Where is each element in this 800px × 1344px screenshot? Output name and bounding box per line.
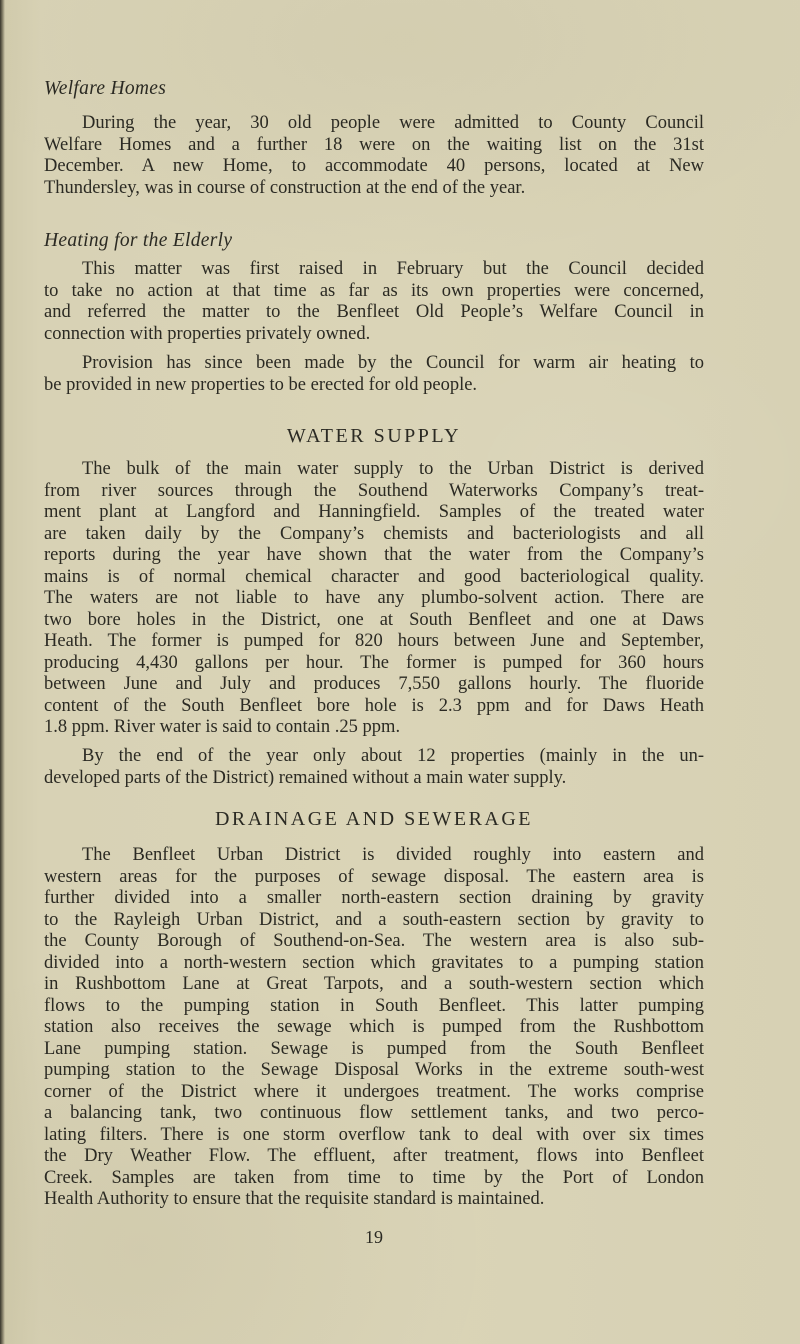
text-line: developed parts of the District) remained without a main water supply.: [44, 767, 567, 788]
text-line: two bore holes in the District, one at South Benfleet and one at Daws: [44, 609, 704, 630]
text-line: This matter was first raised in February but the Council decided: [82, 259, 704, 279]
paragraph-welfare-homes: [44, 113, 704, 199]
text-line: The bulk of the main water supply to the Urban District is derived: [82, 459, 704, 479]
paragraph-water-supply-1: [44, 459, 704, 739]
section-heading-welfare-homes: Welfare Homes: [44, 78, 167, 99]
text-line: and referred the matter to the Benfleet Old People’s Welfare Council in: [44, 302, 704, 322]
text-line: western areas for the purposes of sewage disposal. The eastern area is: [44, 866, 704, 887]
text-line: lating filters. There is one storm overflow tank to deal with over six times: [44, 1124, 704, 1145]
section-heading-heating-for-the-elderly: Heating for the Elderly: [44, 230, 233, 251]
text-line: producing 4,430 gallons per hour. The former is pumped for 360 hours: [44, 652, 704, 673]
text-line: connection with properties privately owned.: [44, 323, 371, 344]
text-line: be provided in new properties to be erected for old people.: [44, 374, 478, 395]
text-line: reports during the year have shown that the water from the Company’s: [44, 545, 704, 565]
scan-left-edge: [0, 0, 5, 1344]
paragraph-heating-2: [44, 353, 704, 396]
text-line: divided into a north-western section which gravitates to a pumping station: [44, 952, 704, 973]
text-line: pumping station to the Sewage Disposal Works in the extreme south-west: [44, 1060, 704, 1080]
text-line: Thundersley, was in course of construction at the end of the year.: [44, 177, 526, 198]
text-line: Heath. The former is pumped for 820 hours between June and September,: [44, 631, 704, 651]
text-line: Welfare Homes and a further 18 were on the waiting list on the 31st: [44, 134, 704, 155]
text-line: Lane pumping station. Sewage is pumped from the South Benfleet: [44, 1038, 704, 1059]
page-number: 19: [365, 1227, 383, 1247]
paragraph-water-supply-2: [44, 746, 704, 789]
section-heading-drainage-and-sewerage: DRAINAGE AND SEWERAGE: [214, 808, 534, 830]
text-line: are taken daily by the Company’s chemists and bacteriologists and all: [44, 523, 704, 544]
section-heading-water-supply: WATER SUPPLY: [286, 425, 462, 447]
text-line: The waters are not liable to have any plumbo-solvent action. There are: [44, 588, 704, 608]
text-line: Health Authority to ensure that the requisite standard is maintained.: [44, 1189, 545, 1209]
text-line: During the year, 30 old people were admitted to County Council: [82, 113, 704, 133]
text-line: mains is of normal chemical character and good bacteriological quality.: [44, 566, 704, 587]
text-line: Creek. Samples are taken from time to time by the Port of London: [44, 1167, 704, 1188]
text-line: corner of the District where it undergoes treatment. The works comprise: [44, 1081, 704, 1102]
paragraph-heating-1: [44, 259, 704, 345]
text-line: between June and July and produces 7,550 gallons hourly. The fluoride: [44, 674, 704, 694]
text-line: in Rushbottom Lane at Great Tarpots, and a south-western section which: [44, 974, 704, 994]
text-line: By the end of the year only about 12 properties (mainly in the un-: [82, 746, 704, 766]
text-line: from river sources through the Southend Waterworks Company’s treat-: [44, 480, 704, 501]
text-line: 1.8 ppm. River water is said to contain .25 ppm.: [44, 717, 401, 737]
text-line: content of the South Benfleet bore hole is 2.3 ppm and for Daws Heath: [44, 695, 704, 716]
text-line: to take no action at that time as far as its own properties were concerned,: [44, 280, 704, 301]
text-line: further divided into a smaller north-eastern section draining by gravity: [44, 888, 704, 908]
paragraph-drainage: [44, 845, 704, 1211]
text-line: the County Borough of Southend-on-Sea. The western area is also sub-: [44, 931, 704, 951]
text-line: The Benfleet Urban District is divided roughly into eastern and: [82, 845, 704, 865]
text-line: to the Rayleigh Urban District, and a south-eastern section by gravity to: [44, 909, 704, 930]
text-line: station also receives the sewage which is pumped from the Rushbottom: [44, 1017, 704, 1037]
text-line: Provision has since been made by the Council for warm air heating to: [82, 353, 704, 373]
text-line: December. A new Home, to accommodate 40 persons, located at New: [44, 156, 704, 176]
text-line: ment plant at Langford and Hanningfield. Samples of the treated water: [44, 502, 704, 522]
text-line: the Dry Weather Flow. The effluent, after treatment, flows into Benfleet: [44, 1146, 704, 1166]
text-line: a balancing tank, two continuous flow settlement tanks, and two perco-: [44, 1103, 704, 1123]
text-line: flows to the pumping station in South Benfleet. This latter pumping: [44, 995, 704, 1016]
